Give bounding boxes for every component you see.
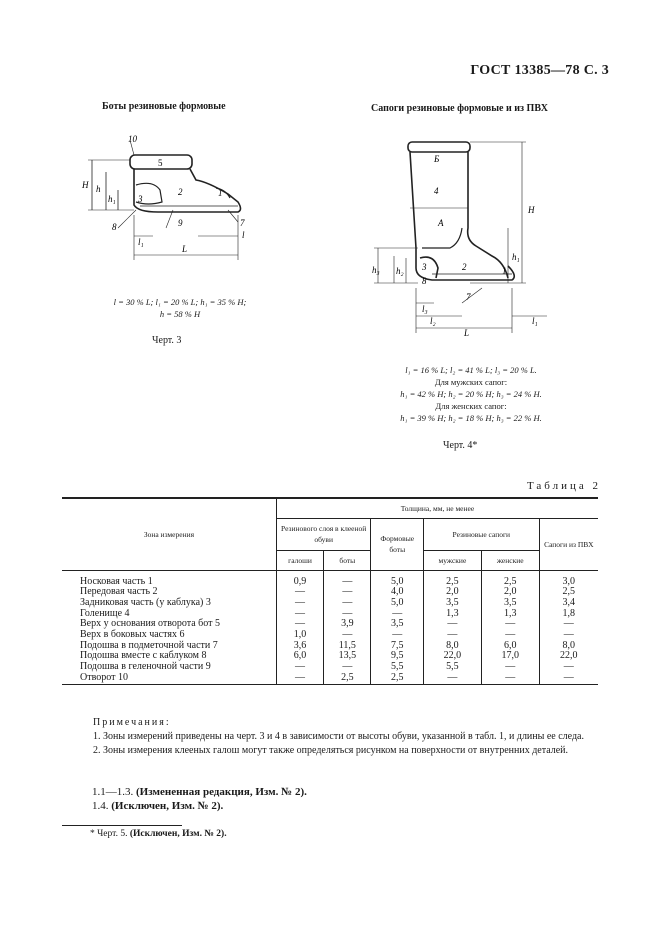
cell-boty: —	[324, 587, 371, 598]
cell-form: 4,0	[371, 587, 424, 598]
cell-galoshi: —	[276, 598, 323, 609]
notes-block	[77, 716, 599, 758]
footnote	[90, 829, 227, 839]
label-h1: h₁	[108, 194, 116, 204]
label-h3: h₃	[372, 265, 380, 275]
label-1: 1	[218, 188, 223, 198]
cell-galoshi: 6,0	[276, 651, 323, 662]
label-l: l	[242, 230, 245, 240]
cell-pvc: —	[539, 673, 598, 684]
label-8: 8	[112, 222, 117, 232]
men-label: Для мужских сапог:	[434, 377, 508, 387]
footnote-text: (Исключен, Изм. № 2).	[129, 829, 227, 839]
cell-pvc: —	[539, 630, 598, 641]
label-9: 9	[178, 218, 183, 228]
cell-women: 2,0	[481, 587, 539, 598]
row-zone: Верх у основания отворота бот 5	[80, 618, 220, 630]
left-formula-line1: l = 30 % L; l₁ = 20 % L; h₁ = 35 % H;	[113, 297, 247, 307]
cell-form: 9,5	[371, 651, 424, 662]
cell-women: 1,3	[481, 609, 539, 620]
label-A: А	[438, 218, 444, 228]
cell-pvc: —	[539, 619, 598, 630]
women-label: Для женских сапог:	[435, 401, 507, 411]
cell-pvc: 3,0	[539, 570, 598, 587]
page-header: ГОСТ 13385—78 С. 3	[470, 63, 609, 78]
women-formula: h₁ = 39 % H; h₂ = 18 % H; h₃ = 22 % H.	[400, 413, 542, 423]
cell-galoshi: —	[276, 673, 323, 684]
cell-boty: —	[324, 598, 371, 609]
notes-heading: Примечания:	[93, 717, 171, 728]
cell-galoshi: 1,0	[276, 630, 323, 641]
clause-1-number: 1.1—1.3.	[92, 786, 134, 798]
cell-pvc: 2,5	[539, 587, 598, 598]
cell-form: 2,5	[371, 673, 424, 684]
row-zone: Верх в боковых частях 6	[80, 629, 185, 641]
left-figure-caption: Боты резиновые формовые	[102, 101, 226, 112]
label-l2: l₂	[430, 316, 436, 326]
label-H: H	[82, 180, 89, 190]
cell-boty: —	[324, 630, 371, 641]
row-zone: Передовая часть 2	[80, 586, 158, 598]
label-8-right: 8	[422, 276, 427, 286]
cell-women: 3,5	[481, 598, 539, 609]
header-boty: боты	[324, 550, 371, 570]
cell-galoshi: —	[276, 662, 323, 673]
cell-women: 2,5	[481, 570, 539, 587]
cell-men: 3,5	[424, 598, 482, 609]
cell-men: 2,5	[424, 570, 482, 587]
cell-boty: 13,5	[324, 651, 371, 662]
table-row	[62, 662, 598, 673]
label-l1: l₁	[138, 237, 144, 247]
cell-women: —	[481, 662, 539, 673]
chert-3-label: Черт. 3	[152, 335, 182, 346]
cell-pvc: 22,0	[539, 651, 598, 662]
cell-men: —	[424, 630, 482, 641]
cell-galoshi: —	[276, 619, 323, 630]
cell-form: —	[371, 609, 424, 620]
row-zone: Задниковая часть (у каблука) 3	[80, 596, 211, 608]
note-1: 1. Зоны измерений приведены на черт. 3 и 4 в зависимости от высоты обуви, указанной в табл. 1, и длины ее следа.	[93, 731, 584, 742]
label-3-right: 3	[422, 262, 427, 272]
row-zone: Подошва вместе с каблуком 8	[80, 650, 207, 662]
header-men: мужские	[424, 550, 482, 570]
row-zone: Подошва в подметочной части 7	[80, 639, 218, 651]
chert-4-drawing	[372, 128, 572, 343]
cell-form: 5,5	[371, 662, 424, 673]
cell-boty: —	[324, 570, 371, 587]
header-galoshi: галоши	[276, 550, 323, 570]
cell-women: —	[481, 630, 539, 641]
cell-boty: 11,5	[324, 641, 371, 652]
header-women: женские	[481, 550, 539, 570]
label-5: 5	[158, 158, 163, 168]
cell-women: 6,0	[481, 641, 539, 652]
label-h1-right: h₁	[512, 252, 520, 262]
label-B: Б	[434, 154, 440, 164]
label-7: 7	[240, 218, 245, 228]
footnote-divider	[62, 825, 182, 826]
cell-galoshi: 3,6	[276, 641, 323, 652]
header-pvc: Сапоги из ПВХ	[539, 518, 598, 570]
table-row	[62, 598, 598, 609]
chert-3-drawing	[78, 130, 268, 265]
header-rubber-boots: Резиновые сапоги	[424, 518, 540, 550]
clause-1-1-1-3	[92, 786, 307, 798]
cell-women: —	[481, 673, 539, 684]
label-l1-right: l₁	[532, 316, 538, 326]
label-10: 10	[128, 134, 137, 144]
chert-4-label: Черт. 4*	[443, 440, 478, 451]
cell-men: 2,0	[424, 587, 482, 598]
cell-boty: —	[324, 609, 371, 620]
label-1-right: 1	[502, 266, 507, 276]
footnote-prefix: * Черт. 5.	[90, 829, 128, 839]
cell-pvc: 3,4	[539, 598, 598, 609]
cell-men: —	[424, 673, 482, 684]
cell-galoshi: —	[276, 587, 323, 598]
label-4: 4	[434, 186, 439, 196]
cell-pvc: 8,0	[539, 641, 598, 652]
right-formula-line1: l₁ = 16 % L; l₂ = 41 % L; l₃ = 20 % L.	[405, 365, 537, 375]
cell-men: 8,0	[424, 641, 482, 652]
cell-men: 1,3	[424, 609, 482, 620]
cell-men: 5,5	[424, 662, 482, 673]
cell-form: 7,5	[371, 641, 424, 652]
clause-1-4	[92, 800, 223, 812]
cell-form: 5,0	[371, 570, 424, 587]
label-L: L	[182, 244, 188, 254]
clause-2-text: (Исключен, Изм. № 2).	[111, 800, 224, 812]
men-formula: h₁ = 42 % H; h₂ = 20 % H; h₃ = 24 % H.	[400, 389, 542, 399]
label-7-right: 7	[466, 292, 471, 302]
cell-women: —	[481, 619, 539, 630]
cell-form: 5,0	[371, 598, 424, 609]
cell-galoshi: —	[276, 609, 323, 620]
row-zone: Носковая часть 1	[80, 575, 153, 587]
cell-women: 17,0	[481, 651, 539, 662]
label-L-right: L	[464, 328, 470, 338]
note-2: 2. Зоны измерения клееных галош могут также определяться рисунком на поверхности от внутренних деталей.	[93, 745, 569, 756]
label-3: 3	[138, 194, 143, 204]
header-rubber-layer: Резинового слоя в клееной обуви	[276, 518, 371, 550]
label-2: 2	[178, 187, 183, 197]
row-zone: Голенище 4	[80, 607, 130, 619]
thickness-table	[62, 497, 598, 685]
cell-galoshi: 0,9	[276, 570, 323, 587]
label-l3: l₃	[422, 304, 428, 314]
clause-1-text: (Измененная редакция, Изм. № 2).	[136, 786, 307, 798]
clause-2-number: 1.4.	[92, 800, 109, 812]
header-zone: Зона измерения	[62, 498, 276, 570]
cell-pvc: —	[539, 662, 598, 673]
label-h2: h₂	[396, 266, 404, 276]
table-row	[62, 673, 598, 684]
table-title: Таблица 2	[526, 480, 601, 492]
cell-men: 22,0	[424, 651, 482, 662]
right-figure-caption: Сапоги резиновые формовые и из ПВХ	[371, 103, 548, 114]
cell-pvc: 1,8	[539, 609, 598, 620]
cell-men: —	[424, 619, 482, 630]
cell-boty: —	[324, 662, 371, 673]
table-row	[62, 570, 598, 587]
cell-form: —	[371, 630, 424, 641]
cell-form: 3,5	[371, 619, 424, 630]
label-H-right: H	[528, 205, 535, 215]
cell-boty: 3,9	[324, 619, 371, 630]
header-form-boty: Формовые боты	[371, 518, 424, 570]
label-2-right: 2	[462, 262, 467, 272]
row-zone: Отворот 10	[62, 673, 276, 684]
label-h: h	[96, 184, 101, 194]
cell-boty: 2,5	[324, 673, 371, 684]
left-formula-line2: h = 58 % H	[159, 309, 201, 319]
row-zone: Подошва в геленочной части 9	[80, 661, 211, 673]
header-thickness: Толщина, мм, не менее	[276, 498, 598, 518]
